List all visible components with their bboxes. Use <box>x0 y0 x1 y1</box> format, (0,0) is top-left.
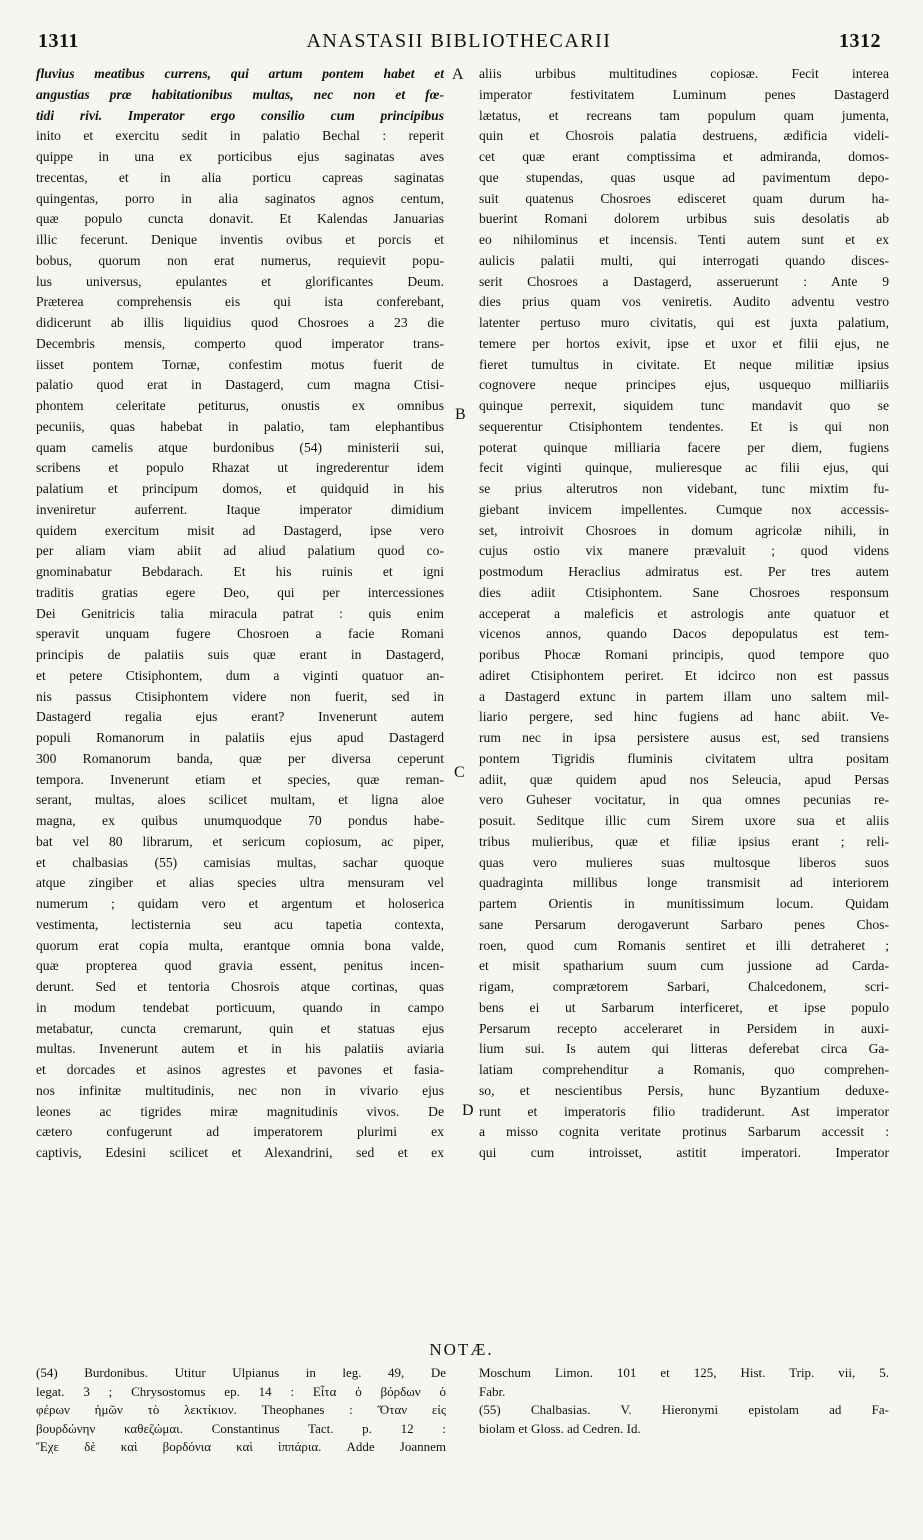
text-line: phontem celeritate petiturus, onustis ex omnibus <box>36 398 444 413</box>
text-line: serit Chosroes a Dastagerd, asseruerunt : Ante 9 <box>479 273 889 289</box>
text-line: rigam, comprætorem Sarbari, Chalcedonem, scri- <box>479 979 889 994</box>
text-line: trecentas, et in alia porticu capreas saginatas <box>36 169 444 185</box>
text-line: aliis urbibus multitudines copiosæ. Fecit interea <box>479 66 889 81</box>
page-number-right: 1312 <box>839 30 881 52</box>
text-line: tempora. Invenerunt etiam et species, quæ reman- <box>36 771 444 787</box>
text-line: populi Romanorum in palatiis ejus apud Dastagerd <box>36 730 444 745</box>
text-line: quinque perrexit, siquidem tunc mandavit quo se <box>479 398 889 413</box>
text-line: quin et Chosrois palatia destruens, ædificia videli- <box>479 128 889 144</box>
text-line: Præterea comprehensis eis qui ista conferebant, <box>36 294 444 310</box>
text-line: metabatur, cuncta cremarunt, quin et statuas ejus <box>36 1020 444 1036</box>
text-line: bobus, quorum non erat numerus, requievit popu- <box>36 252 444 268</box>
text-line: gnominabatur Bebdarach. Et his ruinis et igni <box>36 564 444 579</box>
text-line: inveniretur auferrent. Itaque imperator dimidium <box>36 501 444 517</box>
text-line: liario pergere, sed hinc fugiens ad hanc abiit. Ve- <box>479 709 889 725</box>
text-line: captivis, Edesini scilicet et Alexandrini, sed et ex <box>36 1145 444 1160</box>
text-line: inito et exercitu sedit in palatio Bechal : reperit <box>36 128 444 144</box>
text-line: Dastagerd regalia ejus erant? Invenerunt autem <box>36 709 444 725</box>
text-line: numerum ; quidam vero et argentum et holoserica <box>36 896 444 911</box>
text-line: et petere Ctisiphontem, dum a viginti quatuor an- <box>36 667 444 683</box>
text-line: giebant invicem impellentes. Cumque nox accessis- <box>479 501 889 517</box>
text-line: palatio quod erat in Dastagerd, cum magna Ctisi- <box>36 377 444 393</box>
text-line: traditis gratias egere Deo, qui per intercessiones <box>36 584 444 600</box>
text-line: magna, ex quibus unumquodque 70 pondus habe- <box>36 813 444 828</box>
text-line: nos infinitæ multitudinis, nec non in vivario ejus <box>36 1082 444 1098</box>
text-line: so, et nescientibus Persis, hunc Byzantium deduxe- <box>479 1082 889 1098</box>
text-line: quam camelis atque burdonibus (54) ministerii sui, <box>36 439 444 455</box>
text-line: serant, multas, aloes scilicet multam, et ligna aloe <box>36 792 444 808</box>
right-text-column <box>479 64 889 1164</box>
text-line: Persarum recepto acceleraret in Persidem in auxi- <box>479 1020 889 1036</box>
text-line: multas. Invenerunt autem et in his palatiis aviaria <box>36 1041 444 1057</box>
margin-marker-a: A <box>452 66 464 83</box>
text-line: dies adiit Ctisiphontem. Sane Chosroes responsum <box>479 584 889 600</box>
text-line: partem Orientis in munitissimum locum. Quidam <box>479 896 889 911</box>
text-line: lium sui. Is autem qui litteras deferebat circa Ga- <box>479 1041 889 1057</box>
text-line: quorum erat copia multa, erantque omnia bona valde, <box>36 937 444 953</box>
notes-title: NOTÆ. <box>429 1340 494 1359</box>
text-line: quæ propterea quod gravia essent, penitus incen- <box>36 958 444 974</box>
text-line: rum nec in ipsa persistere ausus est, sed transiens <box>479 730 889 745</box>
text-line: Dei Genitricis talia miracula patrat : quis enim <box>36 605 444 621</box>
margin-marker-d: D <box>462 1102 474 1119</box>
text-line: quas vero mulieres suas multosque liberos suos <box>479 854 889 870</box>
text-line: a misso cognita veritate protinus Sarbarum accessit : <box>479 1124 889 1140</box>
text-line: vicenos annos, quando Dacos depopulatus est tem- <box>479 626 889 642</box>
running-header <box>38 30 881 60</box>
text-line: eo nihilominus et incensis. Tenti autem sunt et ex <box>479 232 889 247</box>
text-line: tidi rivi. Imperator ergo consilio cum principibus <box>36 107 444 123</box>
text-line: vero Guheser vocitatur, in qua omnes pecunias re- <box>479 792 889 808</box>
text-line: Moschum Limon. 101 et 125, Hist. Trip. vii, 5. <box>479 1365 889 1380</box>
text-line: derunt. Sed et tentoria Chosrois atque cortinas, quas <box>36 979 444 994</box>
text-line: et dorcades et asinos agrestes et pavones et fasia- <box>36 1062 444 1077</box>
text-line: per aliam viam abiit ad aliud palatium quod co- <box>36 543 444 559</box>
text-line: temere per hortos exivit, ipse et uxor et filii ejus, ne <box>479 335 889 351</box>
text-line: roen, quod cum Romanis sentiret et illi detraheret ; <box>479 937 889 953</box>
text-line: in modum tendebat porticuum, quando in campo <box>36 999 444 1015</box>
text-line: quæ populo cuncta donavit. Et Kalendas Januarias <box>36 211 444 227</box>
text-line: latiam comprehenditur a Romanis, quo comprehen- <box>479 1062 889 1077</box>
text-line: nis passus Ctisiphontem videre non fuerit, sed in <box>36 688 444 704</box>
text-line: pontem Tigridis fluminis civitatem ultra positam <box>479 750 889 766</box>
text-line: illic fecerunt. Denique inventis ovibus et porcis et <box>36 232 444 247</box>
text-line: quidem exercitum misit ad Dastagerd, ipse vero <box>36 522 444 538</box>
text-line: (54) Burdonibus. Utitur Ulpianus in leg. 49, De <box>36 1365 446 1380</box>
text-line: sane Persarum derogaverunt Sarbaro penes Chos- <box>479 916 889 932</box>
text-line: Ἔχε δὲ καὶ βορδόνια καὶ ἱππάρια. Adde Joannem <box>36 1439 446 1454</box>
text-line: quingentas, porro in alia saginatos agnos centum, <box>36 190 444 206</box>
text-line: buerint Romani dolorem urbibus suis desolatis ab <box>479 211 889 227</box>
text-line: set, introivit Chosroes in domum agricolæ nihili, in <box>479 522 889 538</box>
text-line: cujus ostio vix manere prævaluit ; quod videns <box>479 543 889 559</box>
text-line: fluvius meatibus currens, qui artum pontem habet et <box>36 66 444 81</box>
text-line: φέρων ἡμῶν τὸ λεκτίκιον. Theophanes : Ὅταν εἰς <box>36 1402 446 1417</box>
text-line: aulicis palatii multi, qui interrogati quando disces- <box>479 252 889 268</box>
margin-marker-c: C <box>454 764 465 781</box>
text-line: imperator festivitatem Luminum penes Dastagerd <box>479 86 889 102</box>
text-line: vestimenta, lectisternia seu acu tapetia contexta, <box>36 916 444 932</box>
text-line: Decembris mensis, comperto quod imperator trans- <box>36 335 444 351</box>
text-line: se prius alterutros non videbant, tunc mixtim fu- <box>479 481 889 496</box>
text-line: et chalbasias (55) camisias multas, sachar quoque <box>36 854 444 870</box>
text-line: posuit. Seditque illic cum Sirem uxore sua et aliis <box>479 813 889 828</box>
running-title: ANASTASII BIBLIOTHECARII <box>306 30 612 52</box>
text-line: 300 Romanorum banda, quæ per diversa ceperunt <box>36 750 444 766</box>
text-line: cognovere neque principes ejus, usquequo milliariis <box>479 377 889 393</box>
text-line: dies prius quam vos veniretis. Audito adventu vestro <box>479 294 889 310</box>
text-line: speravit unquam fugere Chosroen a facie Romani <box>36 626 444 642</box>
text-line: poribus Phocæ Romani principis, quod tempore quo <box>479 647 889 662</box>
text-line: sequerentur Ctisiphontem tendentes. Et is qui non <box>479 418 889 434</box>
text-line: adiret Ctisiphontem periret. Et idcirco non est passus <box>479 667 889 683</box>
text-line: didicerunt ab illis liquidius quod Chosroes a 23 die <box>36 315 444 330</box>
margin-marker-b: B <box>455 406 466 423</box>
text-line: (55) Chalbasias. V. Hieronymi epistolam ad Fa- <box>479 1402 889 1417</box>
text-line: poterat quinque milliaria facere per diem, fugiens <box>479 439 889 455</box>
text-line: postmodum Heraclius admiratus est. Per tres autem <box>479 564 889 579</box>
text-line: que stupendas, quas usque ad pavimentum depo- <box>479 169 889 185</box>
text-line: pecuniis, quas habebat in palatio, tam elephantibus <box>36 418 444 434</box>
text-line: lætatus, et recreans tam populum quam jumenta, <box>479 107 889 123</box>
text-line: suit quatenus Chosroes edisceret quam durum ha- <box>479 190 889 206</box>
text-line: bat vel 80 librarum, et sericum copiosum, ac piper, <box>36 833 444 849</box>
text-line: adiit, quæ quidem apud nos Seleucia, apud Persas <box>479 771 889 787</box>
text-line: fieret tumultus in civitate. Et neque militiæ ipsius <box>479 356 889 372</box>
text-line: runt et imperatoris filio tradiderunt. Ast imperator <box>479 1103 889 1119</box>
text-line: βουρδώνην καθεζώμαι. Constantinus Tact. p. 12 : <box>36 1420 446 1436</box>
text-line: a Dastagerd extunc in partem illam uno saltem mil- <box>479 688 889 704</box>
text-line: principis de palatiis suis quæ erant in Dastagerd, <box>36 647 444 662</box>
text-line: leones ac tigrides miræ magnitudinis vivos. De <box>36 1103 444 1119</box>
text-line: Fabr. <box>479 1383 506 1399</box>
text-line: legat. 3 ; Chrysostomus ep. 14 : Εἶτα ὁ βόρδων ὁ <box>36 1383 446 1399</box>
text-line: angustias præ habitationibus multas, nec non et fœ- <box>36 86 444 102</box>
text-line: quippe in una ex porticibus ejus saginatas aves <box>36 149 444 164</box>
text-line: biolam et Gloss. ad Cedren. Id. <box>479 1420 641 1436</box>
notes-left-column <box>36 1364 446 1457</box>
text-line: tribus mulieribus, quæ et filiæ ipsius erant ; reli- <box>479 833 889 849</box>
text-line: fecit viginti quinque, mulieresque ac filii ejus, qui <box>479 460 889 476</box>
text-line: palatium et principum domos, et quidquid in his <box>36 481 444 496</box>
text-line: bens ei ut Sarbarum interficeret, et ipse populo <box>479 999 889 1015</box>
text-line: iisset pontem Tornæ, confestim motus fuerit de <box>36 356 444 372</box>
text-line: quadraginta millibus longe transmisit ad interiorem <box>479 875 889 891</box>
text-line: latenter pertuso muro civitatis, qui est juxta palatium, <box>479 315 889 330</box>
text-line: et misit spatharium suum cum jussione ad Carda- <box>479 958 889 974</box>
text-line: lus universus, epulantes et glorificantes Deum. <box>36 273 444 289</box>
page-number-left: 1311 <box>38 30 79 52</box>
left-text-column <box>36 64 444 1164</box>
text-line: cætero confugerunt ad imperatorem plurimi ex <box>36 1124 444 1140</box>
text-line: cet quæ erant comptissima et admiranda, domos- <box>479 149 889 164</box>
text-line: acceperat a maleficis et astrologis ante quatuor et <box>479 605 889 621</box>
text-line: atque zingiber et alias species ultra mensuram vel <box>36 875 444 891</box>
text-line: scribens et populo Rhazat ut ingrederentur idem <box>36 460 444 476</box>
text-line: qui cum introisset, astitit imperatori. Imperator <box>479 1145 889 1160</box>
notes-right-column <box>479 1364 889 1438</box>
